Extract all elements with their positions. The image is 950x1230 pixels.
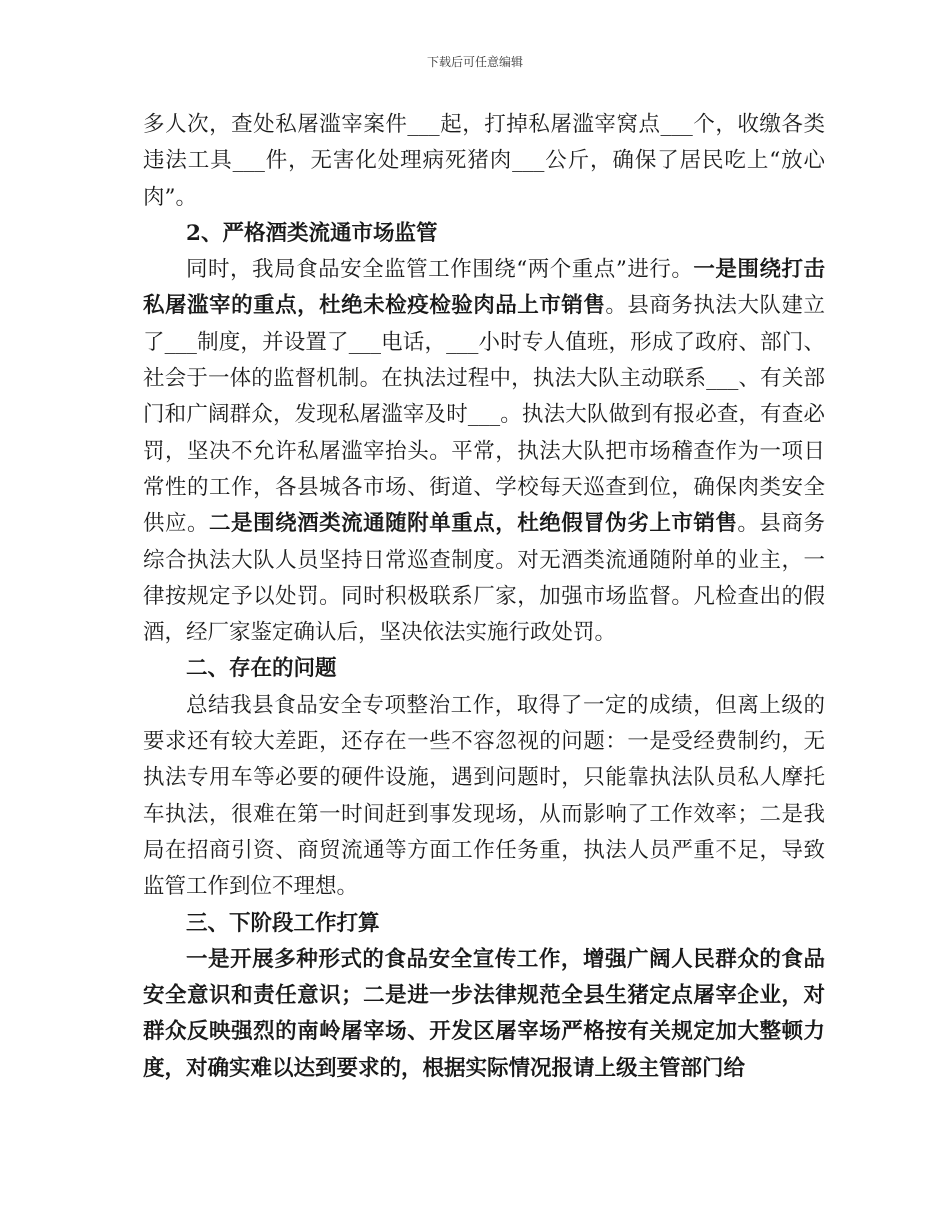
paragraph-enforcement-results: 多人次，查处私屠滥宰案件___起，打掉私屠滥宰窝点___个，收缴各类违法工具___件，无害化处理病死猪肉___公斤，确保了居民吃上“放心肉”。 — [143, 112, 825, 210]
page-header: 下载后可任意编辑 — [426, 55, 523, 69]
priority-two-details: 。县商务综合执法大队人员坚持日常巡查制度。对无酒类流通随附单的业主，一律按规定予以处罚。同时积极联系厂家，加强市场监督。凡检查出的假酒，经厂家鉴定确认后，坚决依法实施行政处罚。 — [143, 511, 825, 646]
priority-one-emphasis: 一是围绕打击私屠滥宰的重点，杜绝未检疫检验肉品上市销售 — [143, 257, 825, 319]
priority-two-emphasis: 二是围绕酒类流通随附单重点，杜绝假冒伪劣上市销售 — [209, 511, 738, 537]
paragraph-problems: 总结我县食品安全专项整治工作，取得了一定的成绩，但离上级的要求还有较大差距，还存在一些不容忽视的问题：一是受经费制约，无执法专用车等必要的硬件设施，遇到问题时，只能靠执法队员私人摩托车执法，很难在第一时间赶到事发现场，从而影响了工作效率；二是我局在招商引资、商贸流通等方面工作任务重，执法人员严重不足，导致监管工作到位不理想。 — [143, 692, 825, 900]
heading-alcohol-supervision: 2、严格酒类流通市场监管 — [186, 220, 438, 246]
paragraph-two-priorities — [143, 252, 825, 651]
paragraph-next-plan: 一是开展多种形式的食品安全宣传工作，增强广阔人民群众的食品安全意识和责任意识；二是进一步法律规范全县生猪定点屠宰企业，对群众反映强烈的南岭屠宰场、开发区屠宰场严格按有关规定加大整顿力度，对确实难以达到要求的，根据实际情况报请上级主管部门给 — [143, 946, 825, 1081]
heading-existing-problems: 二、存在的问题 — [186, 656, 337, 682]
document-body — [143, 107, 825, 1087]
heading-next-plan: 三、下阶段工作打算 — [186, 910, 380, 936]
paragraph-two-priorities-intro: 同时，我局食品安全监管工作围绕“两个重点”进行。 — [186, 257, 694, 283]
priority-one-details: 。县商务执法大队建立了___制度，并设置了___电话，___小时专人值班，形成了政府、部门、社会于一体的监督机制。在执法过程中，执法大队主动联系___、有关部门和广阔群众，发现私屠滥宰及时___。执法大队做到有报必查，有查必罚，坚决不允许私屠滥宰抬头。平常，执法大队把市场稽查作为一项日常性的工作，各县城各市场、街道、学校每天巡查到位，确保肉类安全供应。 — [143, 293, 825, 537]
